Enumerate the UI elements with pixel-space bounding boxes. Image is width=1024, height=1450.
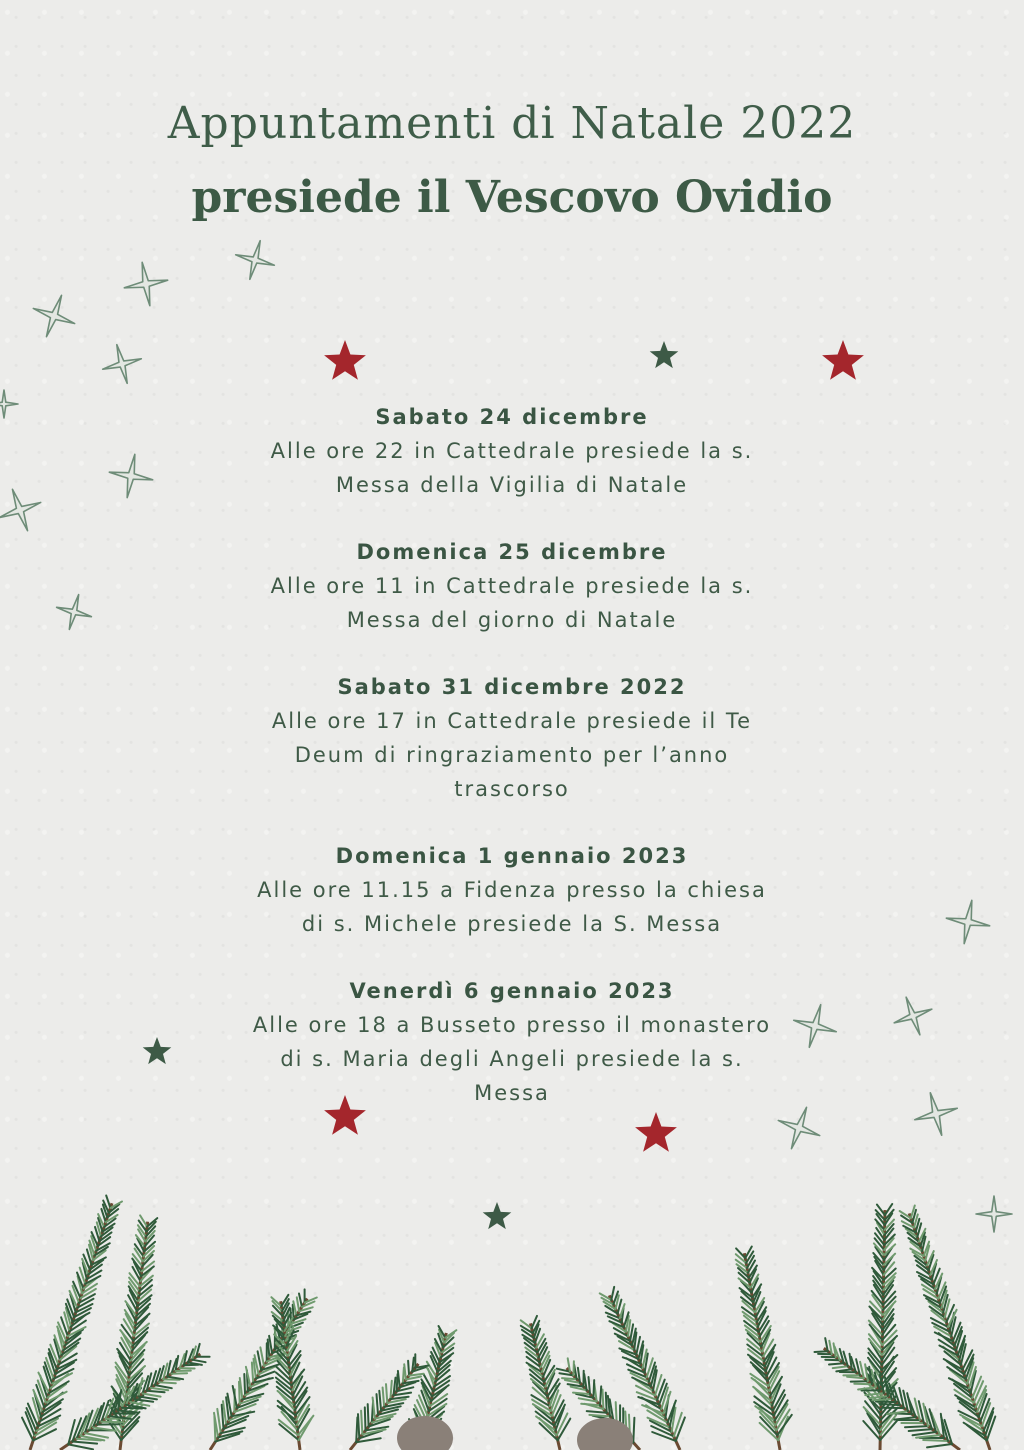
event-date: Domenica 25 dicembre <box>356 540 668 564</box>
event-line: trascorso <box>454 777 570 801</box>
sparkle-icon <box>0 482 48 538</box>
pine-branch-icon <box>736 1247 792 1450</box>
event-line: di s. Michele presiede la S. Messa <box>301 912 723 936</box>
event-line: Alle ore 18 a Busseto presso il monastero <box>252 1013 772 1037</box>
green-star-icon <box>143 1037 172 1064</box>
event-line: Alle ore 17 in Cattedrale presiede il Te <box>271 709 753 733</box>
event-item <box>212 400 812 502</box>
sparkle-icon <box>231 236 280 285</box>
sparkle-icon <box>52 590 96 634</box>
event-date: Sabato 24 dicembre <box>375 405 649 429</box>
poster-title: Appuntamenti di Natale 2022 <box>167 98 857 149</box>
event-line: Messa della Vigilia di Natale <box>335 473 689 497</box>
pine-branch-icon <box>107 1215 158 1450</box>
event-date: Venerdì 6 gennaio 2023 <box>349 979 675 1003</box>
event-item <box>212 535 812 637</box>
event-line: Alle ore 11.15 a Fidenza presso la chiesa <box>257 878 767 902</box>
event-line: Messa <box>474 1081 550 1105</box>
event-date: Sabato 31 dicembre 2022 <box>337 675 687 699</box>
pine-branch-icon <box>521 1316 571 1450</box>
red-star-icon <box>822 340 864 380</box>
sparkle-icon <box>98 340 147 389</box>
red-star-icon <box>324 340 366 380</box>
poster-subtitle: presiede il Vescovo Ovidio <box>191 172 833 223</box>
event-line: di s. Maria degli Angeli presiede la s. <box>280 1047 744 1071</box>
sparkle-icon <box>26 288 82 344</box>
pine-branch-icon <box>22 1196 122 1450</box>
pine-branches-border <box>0 1150 1024 1450</box>
pine-cone-icon <box>397 1416 453 1450</box>
sparkle-icon <box>0 390 18 418</box>
event-item <box>212 839 812 941</box>
event-item <box>212 670 812 806</box>
sparkle-icon <box>943 897 994 948</box>
sparkle-icon <box>121 259 172 310</box>
event-item <box>212 974 812 1110</box>
event-line: Alle ore 11 in Cattedrale presiede la s. <box>270 574 754 598</box>
pine-cone-icon <box>577 1418 633 1450</box>
sparkle-icon <box>909 1087 963 1141</box>
event-line: Alle ore 22 in Cattedrale presiede la s. <box>270 439 754 463</box>
green-star-icon <box>650 341 679 368</box>
events-list <box>212 400 812 1143</box>
sparkle-icon <box>106 451 157 502</box>
event-line: Deum di ringraziamento per l’anno <box>294 743 730 767</box>
sparkle-icon <box>887 990 938 1041</box>
event-line: Messa del giorno di Natale <box>346 608 678 632</box>
event-date: Domenica 1 gennaio 2023 <box>335 844 689 868</box>
pine-branch-icon <box>271 1295 313 1450</box>
